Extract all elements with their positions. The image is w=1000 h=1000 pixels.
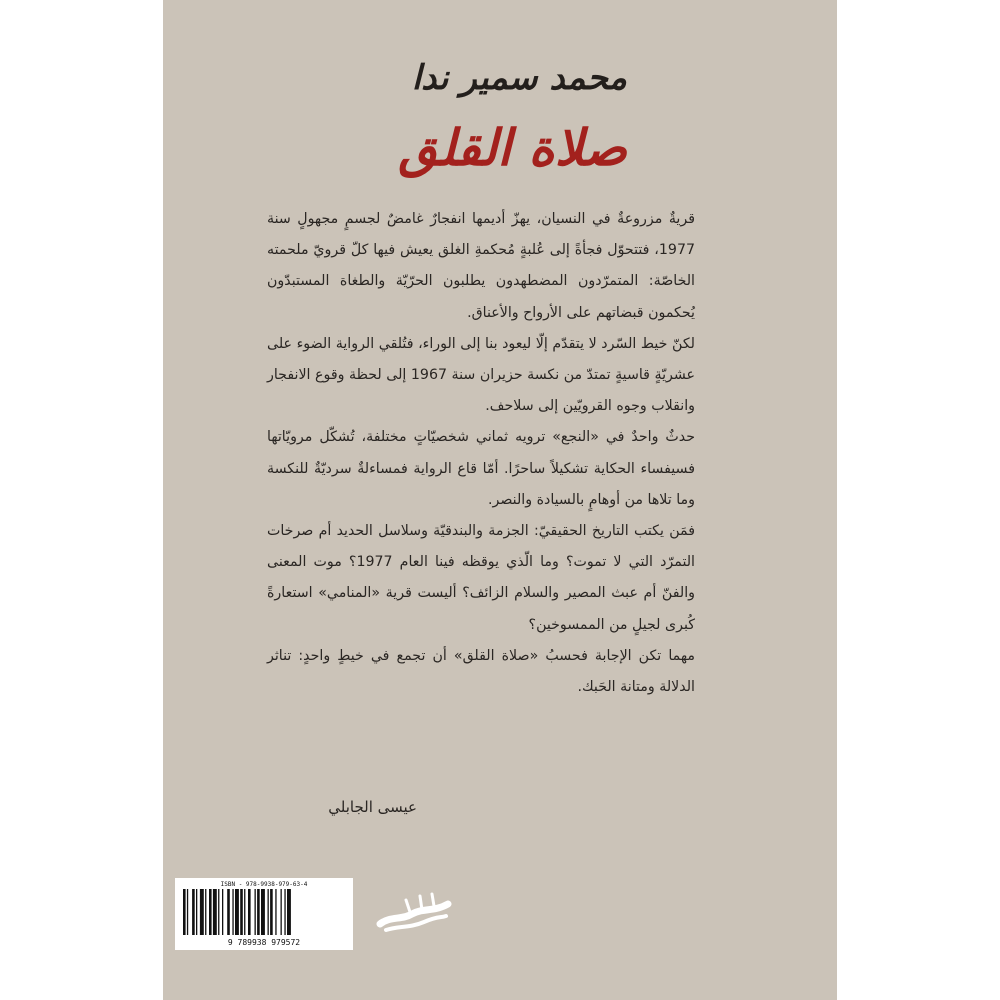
publisher-calligraphy-logo-icon [376, 886, 452, 938]
book-back-cover [163, 0, 837, 1000]
book-title: صلاة القلق [398, 118, 627, 177]
blurb-paragraph: حدثٌ واحدٌ في «النجع» ترويه ثماني شخصيّاتٍ مختلفة، تُشكّل مرويّاتها فسيفساء الحكاية تشكيلاً ساحرًا. أمّا قاع الرواية فمساءلةٌ سرديّةٌ للنكسة وما تلاها من أوهامٍ بالسيادة والنصر. [267, 429, 695, 508]
barcode-digits: 9 789938 979572 [227, 938, 301, 947]
isbn-barcode [175, 878, 353, 950]
barcode-bars-icon [181, 889, 347, 935]
blurb-paragraph: فمَن يكتب التاريخ الحقيقيّ: الجزمة والبندقيّة وسلاسل الحديد أم صرخات التمرّد التي لا تموت؟ وما الّذي يوقظه فينا العام 1977؟ موت المعنى والفنّ أم عبث المصير والسلام الزائف؟ أليست قرية «المنامي» استعارةً كُبرى لجيلٍ من الممسوخين؟ [267, 523, 695, 633]
blurb-signature: عيسى الجابلي [328, 798, 417, 816]
isbn-label: ISBN - 978-9938-979-63-4 [220, 881, 308, 888]
publisher-logo [376, 886, 452, 938]
blurb-text [267, 204, 695, 703]
blurb-paragraph: مهما تكن الإجابة فحسبُ «صلاة القلق» أن تجمع في خيطٍ واحدٍ: تناثر الدلالة ومتانة الحَبك. [267, 647, 695, 696]
author-name: محمد سمير ندا [411, 58, 627, 98]
blurb-paragraph: قريةٌ مزروعةٌ في النسيان، يهزّ أديمها انفجارٌ غامضٌ لجسمٍ مجهولٍ سنة 1977، فتتحوّل فجأةً إلى عُلبةٍ مُحكمةِ الغلق يعيش فيها كلّ قرويّ ملحمته الخاصّة: المتمرّدون المضطهدون يطلبون الحرّيّة والطغاة المستبدّون يُحكمون قبضاتهم على الأرواح والأعناق. [267, 211, 695, 321]
blurb-paragraph: لكنّ خيط السّرد لا يتقدّم إلّا ليعود بنا إلى الوراء، فتُلقي الرواية الضوء على عشريّةٍ قاسيةٍ تمتدّ من نكسة حزيران سنة 1967 إلى لحظة وقوع الانفجار وانقلاب وجوه القرويّين إلى سلاحف. [267, 335, 695, 415]
